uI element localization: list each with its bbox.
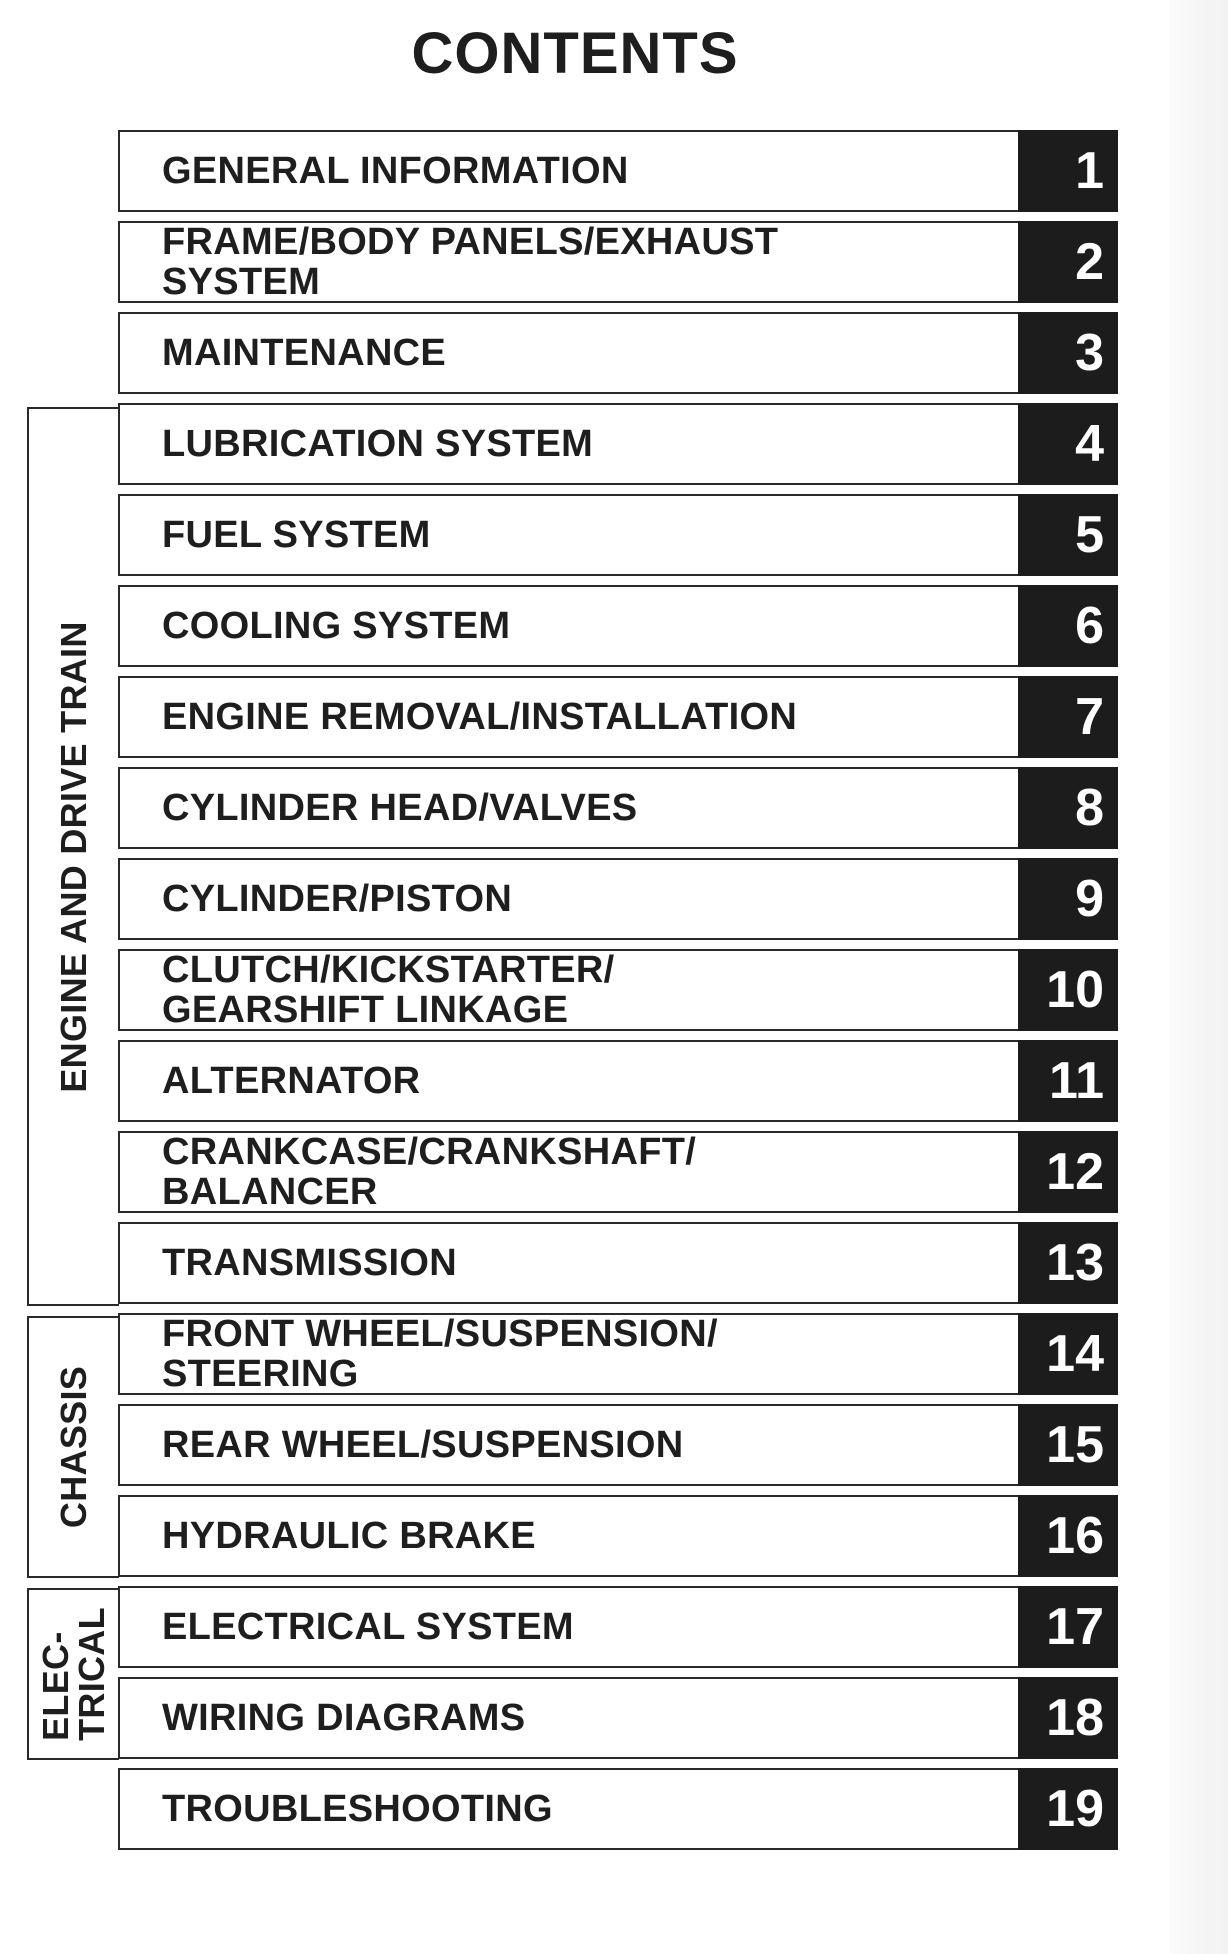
section-label: ENGINE REMOVAL/INSTALLATION (162, 696, 798, 738)
section-row[interactable] (118, 494, 1118, 576)
section-label: TROUBLESHOOTING (162, 1788, 553, 1830)
section-number-tab[interactable]: 11 (1018, 1040, 1118, 1122)
section-row[interactable] (118, 1768, 1118, 1850)
section-row[interactable] (118, 858, 1118, 940)
section-box (118, 676, 1018, 758)
section-row[interactable] (118, 585, 1118, 667)
section-box (118, 858, 1018, 940)
section-box (118, 949, 1018, 1031)
section-label: FRONT WHEEL/SUSPENSION/ STEERING (162, 1313, 718, 1395)
section-box (118, 312, 1018, 394)
group-engine-and-drive-train (27, 407, 119, 1306)
section-label: CRANKCASE/CRANKSHAFT/ BALANCER (162, 1131, 697, 1213)
group-electrical (27, 1588, 119, 1760)
section-number-tab[interactable]: 7 (1018, 676, 1118, 758)
section-number-tab[interactable]: 5 (1018, 494, 1118, 576)
section-row[interactable] (118, 1040, 1118, 1122)
section-label: FRAME/BODY PANELS/EXHAUST SYSTEM (162, 221, 779, 303)
section-number-tab[interactable]: 3 (1018, 312, 1118, 394)
section-row[interactable] (118, 1586, 1118, 1668)
section-number-tab[interactable]: 17 (1018, 1586, 1118, 1668)
section-row[interactable] (118, 130, 1118, 212)
section-label: COOLING SYSTEM (162, 605, 511, 647)
section-box (118, 403, 1018, 485)
section-row[interactable] (118, 1677, 1118, 1759)
section-label: TRANSMISSION (162, 1242, 457, 1284)
group-label-engine: ENGINE AND DRIVE TRAIN (53, 620, 94, 1093)
section-number-tab[interactable]: 13 (1018, 1222, 1118, 1304)
group-label-electrical: ELEC- TRICAL (35, 1607, 112, 1741)
section-row[interactable] (118, 1131, 1118, 1213)
section-box (118, 1313, 1018, 1395)
section-row[interactable] (118, 1313, 1118, 1395)
section-number-tab[interactable]: 16 (1018, 1495, 1118, 1577)
group-chassis (27, 1316, 119, 1578)
section-box (118, 1768, 1018, 1850)
page-edge-shadow (1170, 0, 1228, 1954)
section-label: ELECTRICAL SYSTEM (162, 1606, 574, 1648)
section-row[interactable] (118, 221, 1118, 303)
section-number-tab[interactable]: 12 (1018, 1131, 1118, 1213)
section-number-tab[interactable]: 19 (1018, 1768, 1118, 1850)
section-box (118, 1404, 1018, 1486)
section-label: GENERAL INFORMATION (162, 150, 629, 192)
section-label: CLUTCH/KICKSTARTER/ GEARSHIFT LINKAGE (162, 949, 615, 1031)
section-number-tab[interactable]: 6 (1018, 585, 1118, 667)
section-row[interactable] (118, 949, 1118, 1031)
section-label: WIRING DIAGRAMS (162, 1697, 526, 1739)
section-box (118, 494, 1018, 576)
section-box (118, 130, 1018, 212)
section-box (118, 1040, 1018, 1122)
section-number-tab[interactable]: 9 (1018, 858, 1118, 940)
section-box (118, 1677, 1018, 1759)
group-label-chassis: CHASSIS (53, 1365, 94, 1529)
section-box (118, 585, 1018, 667)
section-box (118, 1222, 1018, 1304)
section-label: ALTERNATOR (162, 1060, 421, 1102)
section-row[interactable] (118, 1404, 1118, 1486)
section-label: CYLINDER HEAD/VALVES (162, 787, 638, 829)
section-box (118, 1131, 1018, 1213)
section-number-tab[interactable]: 14 (1018, 1313, 1118, 1395)
section-box (118, 1495, 1018, 1577)
section-row[interactable] (118, 676, 1118, 758)
section-row[interactable] (118, 312, 1118, 394)
page-title: CONTENTS (411, 21, 739, 86)
section-label: LUBRICATION SYSTEM (162, 423, 594, 465)
section-row[interactable] (118, 403, 1118, 485)
section-number-tab[interactable]: 4 (1018, 403, 1118, 485)
section-label: REAR WHEEL/SUSPENSION (162, 1424, 684, 1466)
section-number-tab[interactable]: 15 (1018, 1404, 1118, 1486)
section-label: CYLINDER/PISTON (162, 878, 513, 920)
section-label: HYDRAULIC BRAKE (162, 1515, 536, 1557)
section-number-tab[interactable]: 18 (1018, 1677, 1118, 1759)
section-row[interactable] (118, 1222, 1118, 1304)
section-row[interactable] (118, 767, 1118, 849)
section-number-tab[interactable]: 8 (1018, 767, 1118, 849)
section-label: FUEL SYSTEM (162, 514, 431, 556)
section-number-tab[interactable]: 1 (1018, 130, 1118, 212)
section-label: MAINTENANCE (162, 332, 447, 374)
section-box (118, 1586, 1018, 1668)
section-number-tab[interactable]: 2 (1018, 221, 1118, 303)
section-number-tab[interactable]: 10 (1018, 949, 1118, 1031)
section-box (118, 221, 1018, 303)
section-box (118, 767, 1018, 849)
section-row[interactable] (118, 1495, 1118, 1577)
